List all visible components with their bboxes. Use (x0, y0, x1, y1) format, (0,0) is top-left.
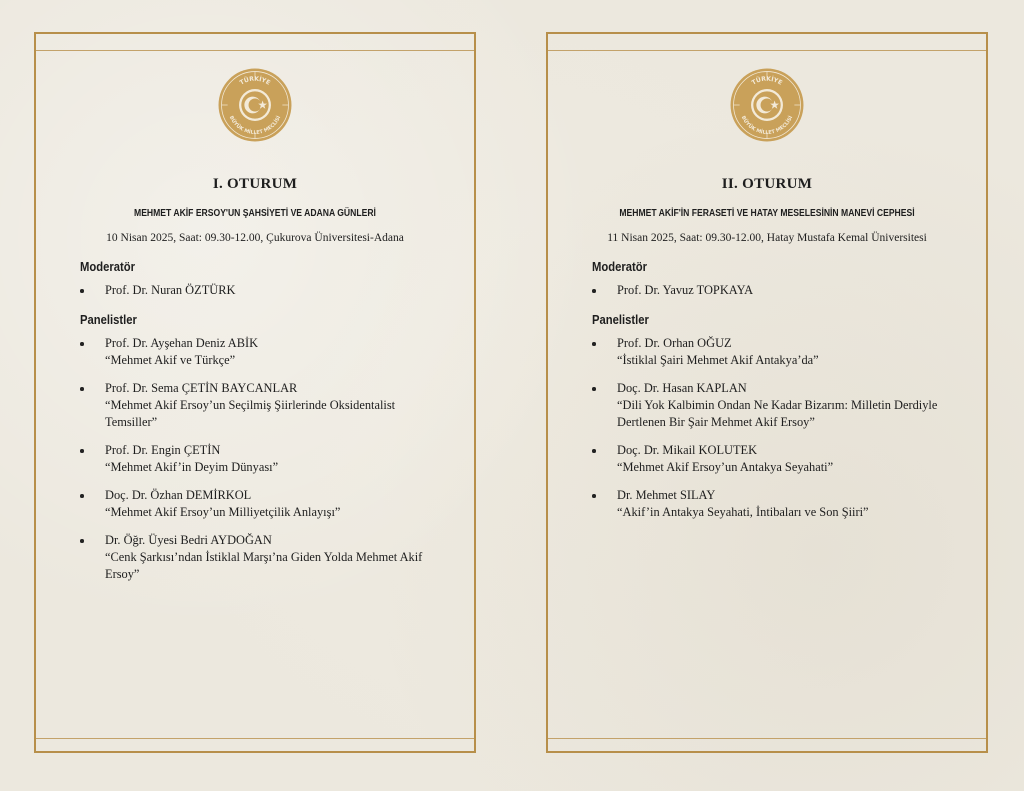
list-item (592, 380, 952, 431)
bottom-rule (36, 738, 474, 739)
tbmm-emblem-icon (729, 67, 805, 143)
moderator-name: Prof. Dr. Nuran ÖZTÜRK (105, 283, 236, 297)
list-item (80, 380, 440, 431)
panelist-list (592, 335, 952, 521)
top-rule (36, 50, 474, 51)
moderator-heading: Moderatör (592, 260, 648, 274)
panelist-name: Dr. Öğr. Üyesi Bedri AYDOĞAN (105, 533, 272, 547)
talk-title: “Akif’in Antakya Seyahati, İntibaları ve Son Şiiri” (617, 505, 869, 519)
panelist-name: Prof. Dr. Sema ÇETİN BAYCANLAR (105, 381, 298, 395)
talk-title: “Mehmet Akif Ersoy’un Seçilmiş Şiirlerinde Oksidentalist Temsiller” (105, 398, 396, 429)
list-item (592, 442, 952, 476)
panelist-name: Dr. Mehmet SILAY (617, 488, 716, 502)
session-subtitle: MEHMET AKİF'İN FERASETİ VE HATAY MESELESİNİN MANEVİ CEPHESİ (619, 208, 915, 219)
panelist-name: Prof. Dr. Ayşehan Deniz ABİK (105, 336, 259, 350)
tbmm-emblem-icon (217, 67, 293, 143)
list-item (80, 487, 440, 521)
svg-text:TÜRKİYE: TÜRKİYE (238, 75, 272, 87)
talk-title: “Dili Yok Kalbimin Ondan Ne Kadar Bizarım: Milletin Derdiyle Dertlenen Bir Şair Mehmet Akif Ersoy” (617, 398, 938, 429)
panelists-heading: Panelistler (80, 313, 137, 327)
moderator-list (80, 282, 440, 299)
panelist-name: Doç. Dr. Mikail KOLUTEK (617, 443, 758, 457)
moderator-heading: Moderatör (80, 260, 136, 274)
list-item (80, 442, 440, 476)
panelist-name: Prof. Dr. Orhan OĞUZ (617, 336, 732, 350)
session-title: II. OTURUM (721, 176, 813, 192)
talk-title: “Mehmet Akif Ersoy’un Antakya Seyahati” (617, 460, 834, 474)
list-item (80, 335, 440, 369)
session-title: I. OTURUM (212, 176, 298, 192)
session-date: 10 Nisan 2025, Saat: 09.30-12.00, Çukurova Üniversitesi-Adana (106, 232, 404, 244)
moderator-name: Prof. Dr. Yavuz TOPKAYA (617, 283, 754, 297)
bottom-rule (548, 738, 986, 739)
list-item (80, 532, 440, 583)
moderator-list (592, 282, 952, 299)
session-panel-2 (546, 32, 988, 753)
talk-title: “İstiklal Şairi Mehmet Akif Antakya’da” (617, 353, 819, 367)
session-panel-1 (34, 32, 476, 753)
panelists-heading: Panelistler (592, 313, 649, 327)
session-subtitle: MEHMET AKİF ERSOY'UN ŞAHSİYETİ VE ADANA GÜNLERİ (134, 208, 376, 219)
panelist-name: Doç. Dr. Hasan KAPLAN (617, 381, 747, 395)
top-rule (548, 50, 986, 51)
panelist-name: Doç. Dr. Özhan DEMİRKOL (105, 488, 252, 502)
talk-title: “Mehmet Akif ve Türkçe” (105, 353, 236, 367)
session-content (80, 260, 440, 597)
svg-text:BÜYÜK MİLLET MECLİSİ: BÜYÜK MİLLET MECLİSİ (227, 115, 283, 136)
list-item (592, 282, 952, 299)
session-date: 11 Nisan 2025, Saat: 09.30-12.00, Hatay Mustafa Kemal Üniversitesi (607, 232, 927, 244)
talk-title: “Mehmet Akif’in Deyim Dünyası” (105, 460, 279, 474)
list-item (592, 335, 952, 369)
list-item (80, 282, 440, 299)
panelist-list (80, 335, 440, 583)
svg-text:TÜRKİYE: TÜRKİYE (750, 75, 784, 87)
panelist-name: Prof. Dr. Engin ÇETİN (105, 443, 221, 457)
talk-title: “Cenk Şarkısı’ndan İstiklal Marşı’na Giden Yolda Mehmet Akif Ersoy” (105, 550, 423, 581)
svg-text:BÜYÜK MİLLET MECLİSİ: BÜYÜK MİLLET MECLİSİ (739, 115, 795, 136)
list-item (592, 487, 952, 521)
talk-title: “Mehmet Akif Ersoy’un Milliyetçilik Anlayışı” (105, 505, 341, 519)
session-content (592, 260, 952, 535)
